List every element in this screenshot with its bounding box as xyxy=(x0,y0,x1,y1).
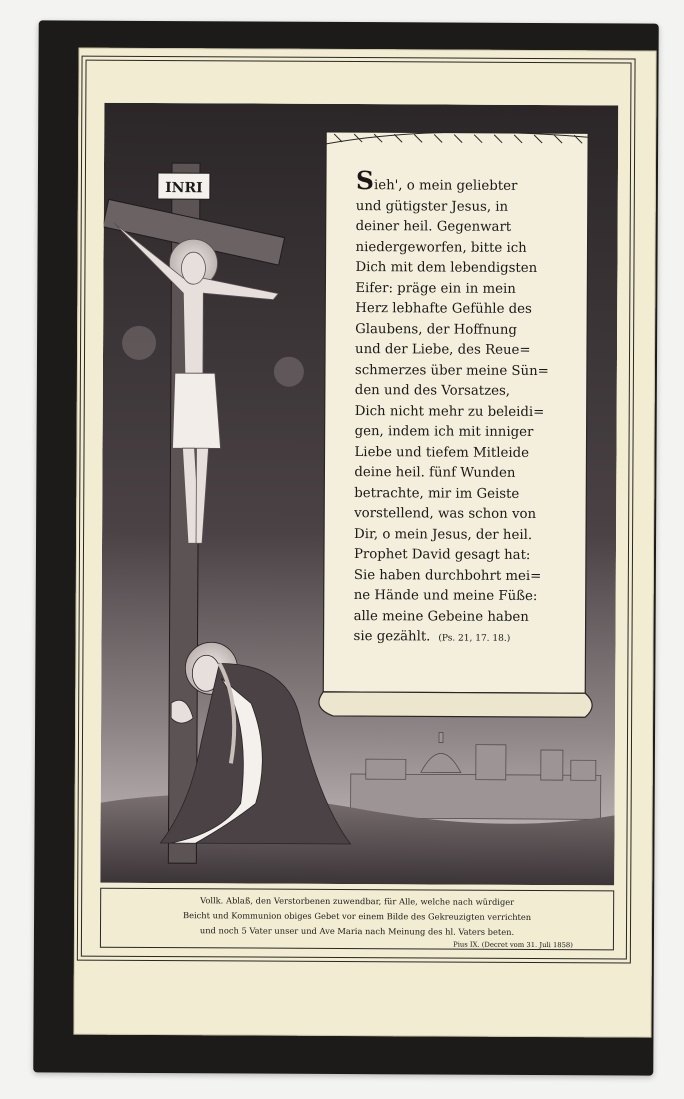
card-paper xyxy=(73,48,656,1038)
indulgence-caption xyxy=(100,888,614,951)
prayer-line-2: und gütigster Jesus, in xyxy=(355,198,509,215)
prayer-line-7: Herz lebhafte Gefühle des xyxy=(355,301,532,317)
prayer-line-4: niedergeworfen, bitte ich xyxy=(355,239,527,256)
inri-sign: INRI xyxy=(165,180,203,197)
caption-line-3: und noch 5 Vater unser und Ave Maria nach Meinung des hl. Vaters beten. xyxy=(199,925,515,937)
prayer-line-16: betrachte, mir im Geiste xyxy=(354,485,520,502)
prayer-line-8: Glaubens, der Hoffnung xyxy=(355,321,517,338)
crucifixion-engraving xyxy=(100,103,618,886)
prayer-line-1: Sieh', o mein geliebter xyxy=(355,166,518,196)
moon-right xyxy=(274,357,304,387)
prayer-initial: S xyxy=(355,166,375,196)
prayer-line-13: gen, indem ich mit inniger xyxy=(354,424,534,440)
prayer-line-19: Prophet David gesagt hat: xyxy=(353,547,531,563)
prayer-line-21: ne Hände und meine Füße: xyxy=(353,588,538,605)
prayer-line-12: Dich nicht mehr zu beleidi= xyxy=(354,403,545,420)
prayer-line-5: Dich mit dem lebendigsten xyxy=(355,260,538,276)
moon-left xyxy=(122,326,156,360)
prayer-line-20: Sie haben durchbohrt mei= xyxy=(353,567,542,584)
prayer-line-14: Liebe und tiefem Mitleide xyxy=(354,444,530,461)
prayer-line-11: den und des Vorsatzes, xyxy=(354,383,511,399)
decree-signature: Pius IX. (Decret vom 31. Juli 1858) xyxy=(453,940,573,950)
prayer-line-18: Dir, o mein Jesus, der heil. xyxy=(354,526,533,543)
prayer-line-23: sie gezählt. (Ps. 21, 17. 18.) xyxy=(353,629,511,645)
memorial-card xyxy=(33,20,658,1075)
caption-line-1: Vollk. Ablaß, den Verstorbenen zuwendbar, für Alle, welche nach würdiger xyxy=(200,895,515,907)
prayer-line-9: und der Liebe, des Reue= xyxy=(354,342,531,358)
prayer-line-6: Eifer: präge ein in mein xyxy=(355,280,516,297)
prayer-line-10: schmerzes über meine Sün= xyxy=(354,362,549,379)
psalm-reference: (Ps. 21, 17. 18.) xyxy=(438,633,511,644)
prayer-line-22: alle meine Gebeine haben xyxy=(353,608,529,625)
prayer-line-15: deine heil. fünf Wunden xyxy=(354,465,516,481)
prayer-line-17: vorstellend, was schon von xyxy=(354,506,537,522)
prayer-line-3: deiner heil. Gegenwart xyxy=(355,219,512,235)
prayer-text xyxy=(353,166,587,645)
caption-line-2: Beicht und Kommunion obiges Gebet vor einem Bilde des Gekreuzigten verrichten xyxy=(182,910,532,922)
